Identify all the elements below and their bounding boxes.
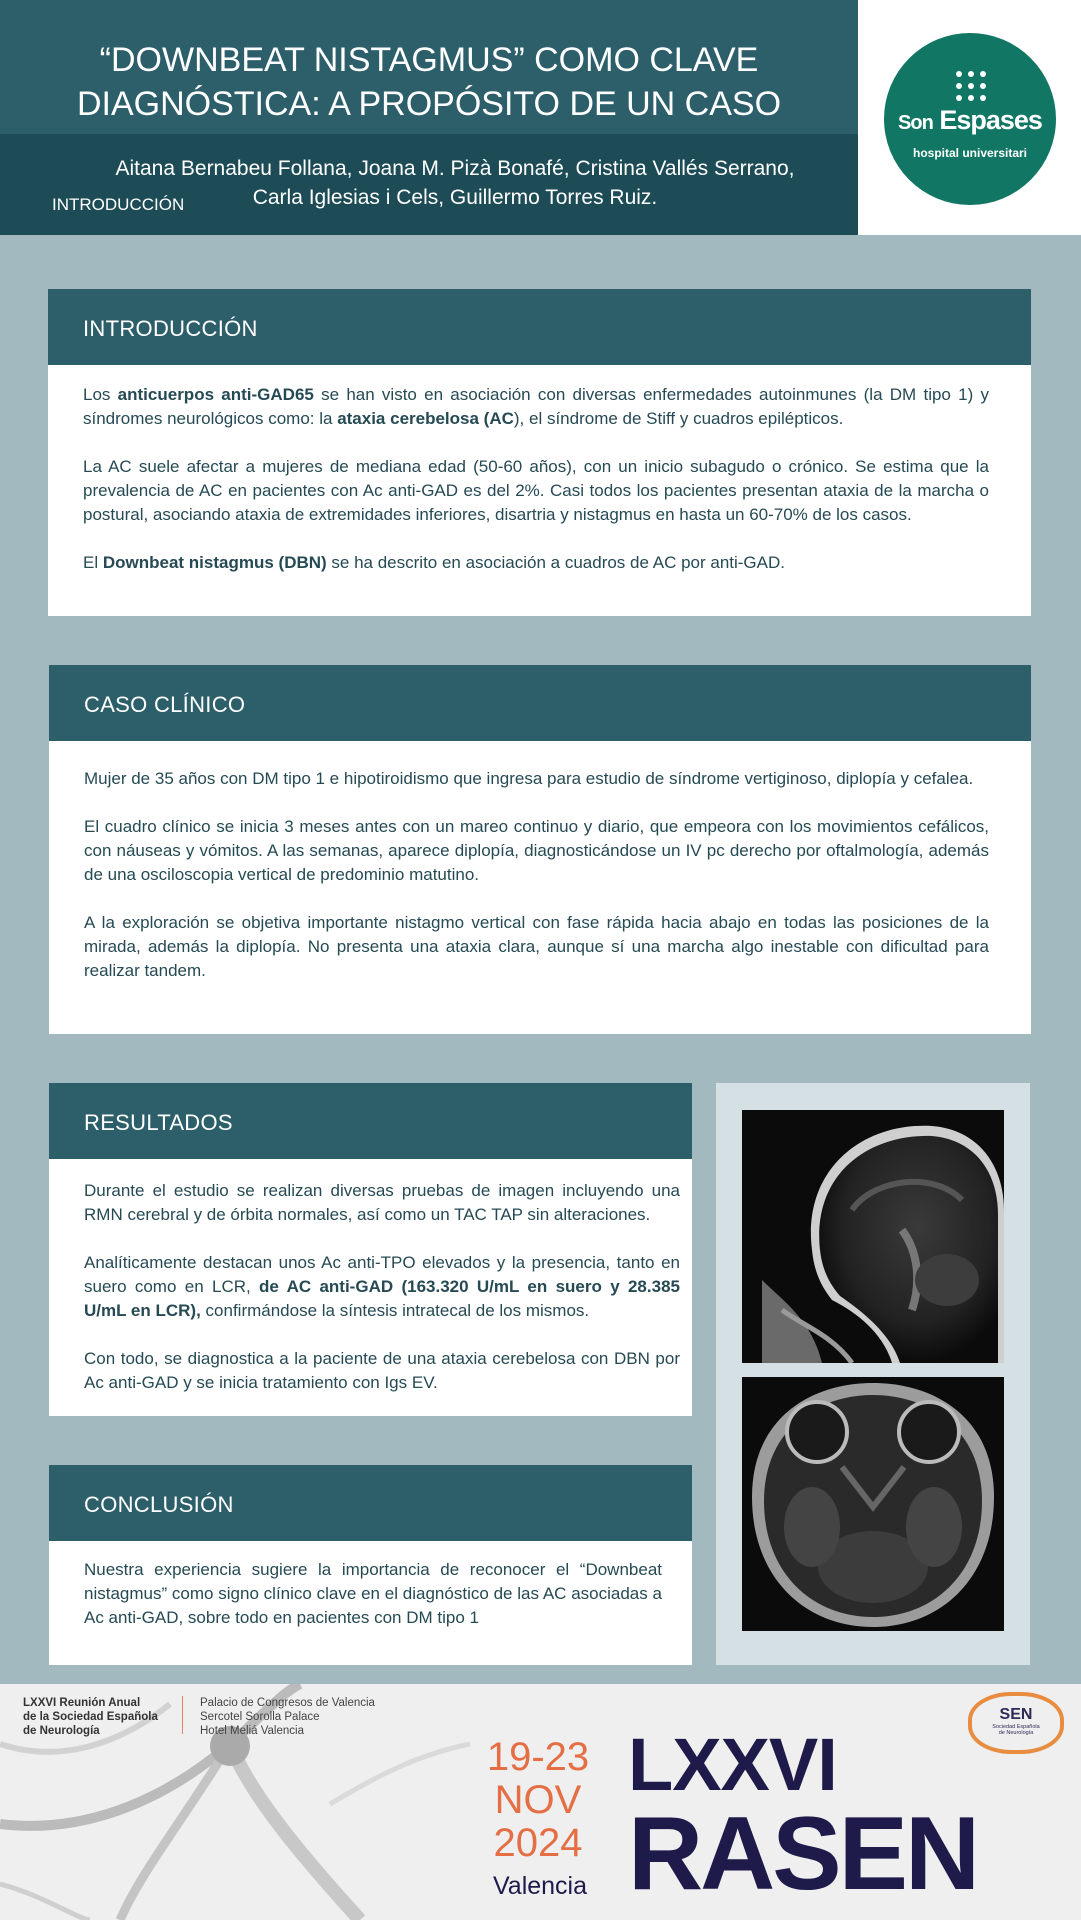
paragraph: El Downbeat nistagmus (DBN) se ha descrito en asociación a cuadros de AC por anti-GAD. [83,553,785,572]
congress-footer [0,1684,1081,1920]
son-espases-logo [884,33,1056,205]
section-heading: INTRODUCCIÓN [83,316,258,341]
section-conclusion [49,1465,692,1665]
mri-image-panel [716,1083,1030,1665]
divider [182,1696,183,1734]
congress-brand-edition: LXXVI [628,1723,837,1806]
paragraph: Mujer de 35 años con DM tipo 1 e hipotiroidismo que ingresa para estudio de síndrome vertiginoso, diplopía y cefalea. [84,769,974,788]
section-header [49,665,1031,741]
section-heading: RESULTADOS [84,1110,233,1135]
mri-axial-image [742,1377,1004,1631]
section-header [49,1465,692,1541]
paragraph: La AC suele afectar a mujeres de mediana edad (50-60 años), con un inicio subagudo o crónico. Se estima que la prevalencia de AC en pacientes con Ac anti-GAD es del 2%. Casi todos los pacientes presentan ataxia de la marcha o postural, asociando ataxia de extremidades inferiores, disartria y nistagmus en hasta un 60-70% de los casos. [83,457,989,524]
paragraph: Nuestra experiencia sugiere la importancia de reconocer el “Downbeat nistagmus” como signo clínico clave en el diagnóstico de las AC asociadas a Ac anti-GAD, sobre todo en pacientes con DM tipo 1 [84,1560,662,1627]
section-body [84,767,989,1007]
congress-city: Valencia [492,1872,588,1900]
congress-organizer: LXXVI Reunión Anual de la Sociedad Española de Neurología [23,1697,158,1737]
congress-venue: Palacio de Congresos de Valencia Sercotel Sorolla Palace Hotel Meliá Valencia [200,1697,375,1737]
congress-dates: 19-23 NOV 2024 [486,1735,590,1865]
section-header [48,289,1031,365]
section-heading: CONCLUSIÓN [84,1492,234,1517]
congress-brand-name: RASEN [628,1796,978,1912]
paragraph: Los anticuerpos anti-GAD65 se han visto en asociación con diversas enfermedades autoinmunes (la DM tipo 1) y síndromes neurológicos como: la ataxia cerebelosa (AC), el síndrome de Stiff y cuadros epilépticos. [83,385,989,428]
paragraph: Con todo, se diagnostica a la paciente de una ataxia cerebelosa con DBN por Ac anti-GAD y se inicia tratamiento con Igs EV. [84,1349,680,1392]
author-list: Aitana Bernabeu Follana, Joana M. Pizà Bonafé, Cristina Vallés Serrano, Carla Iglesias i Cels, Guillermo Torres Ruiz. [115,157,795,209]
section-caso-clinico [49,665,1031,1034]
sen-logo: SEN Sociedad Española de Neurología [968,1692,1064,1754]
section-resultados [49,1083,692,1416]
paragraph: Analíticamente destacan unos Ac anti-TPO elevados y la presencia, tanto en suero como en LCR, de AC anti-GAD (163.320 U/mL en suero y 28.385 U/mL en LCR), confirmándose la síntesis intratecal de los mismos. [84,1253,680,1320]
section-body [84,1179,680,1419]
mri-sagittal-image [742,1110,1004,1363]
poster-header [0,0,858,235]
section-body [83,383,989,599]
section-body [84,1558,662,1654]
grid-dots-icon [956,71,986,101]
paragraph: A la exploración se objetiva importante nistagmo vertical con fase rápida hacia abajo en todas las posiciones de la mirada, además la diplopía. No presenta una ataxia clara, aunque sí una marcha algo inestable con dificultad para realizar tandem. [84,913,989,980]
section-introduccion [48,289,1031,616]
poster-title: “DOWNBEAT NISTAGMUS” COMO CLAVE DIAGNÓSTICA: A PROPÓSITO DE UN CASO [76,41,782,123]
hospital-logo-area [858,0,1081,235]
header-section-tag: INTRODUCCIÓN [52,195,185,214]
paragraph: Durante el estudio se realizan diversas pruebas de imagen incluyendo una RMN cerebral y de órbita normales, así como un TAC TAP sin alteraciones. [84,1181,680,1224]
paragraph: El cuadro clínico se inicia 3 meses antes con un mareo continuo y diario, que empeora con los movimientos cefálicos, con náuseas y vómitos. A las semanas, aparece diplopía, diagnosticándose un IV pc derecho por oftalmología, además de una osciloscopia vertical de predominio matutino. [84,817,989,884]
section-header [49,1083,692,1159]
logo-subtitle: hospital universitari [912,146,1028,160]
logo-name: Son Espases [898,105,1042,135]
section-heading: CASO CLÍNICO [84,692,246,717]
